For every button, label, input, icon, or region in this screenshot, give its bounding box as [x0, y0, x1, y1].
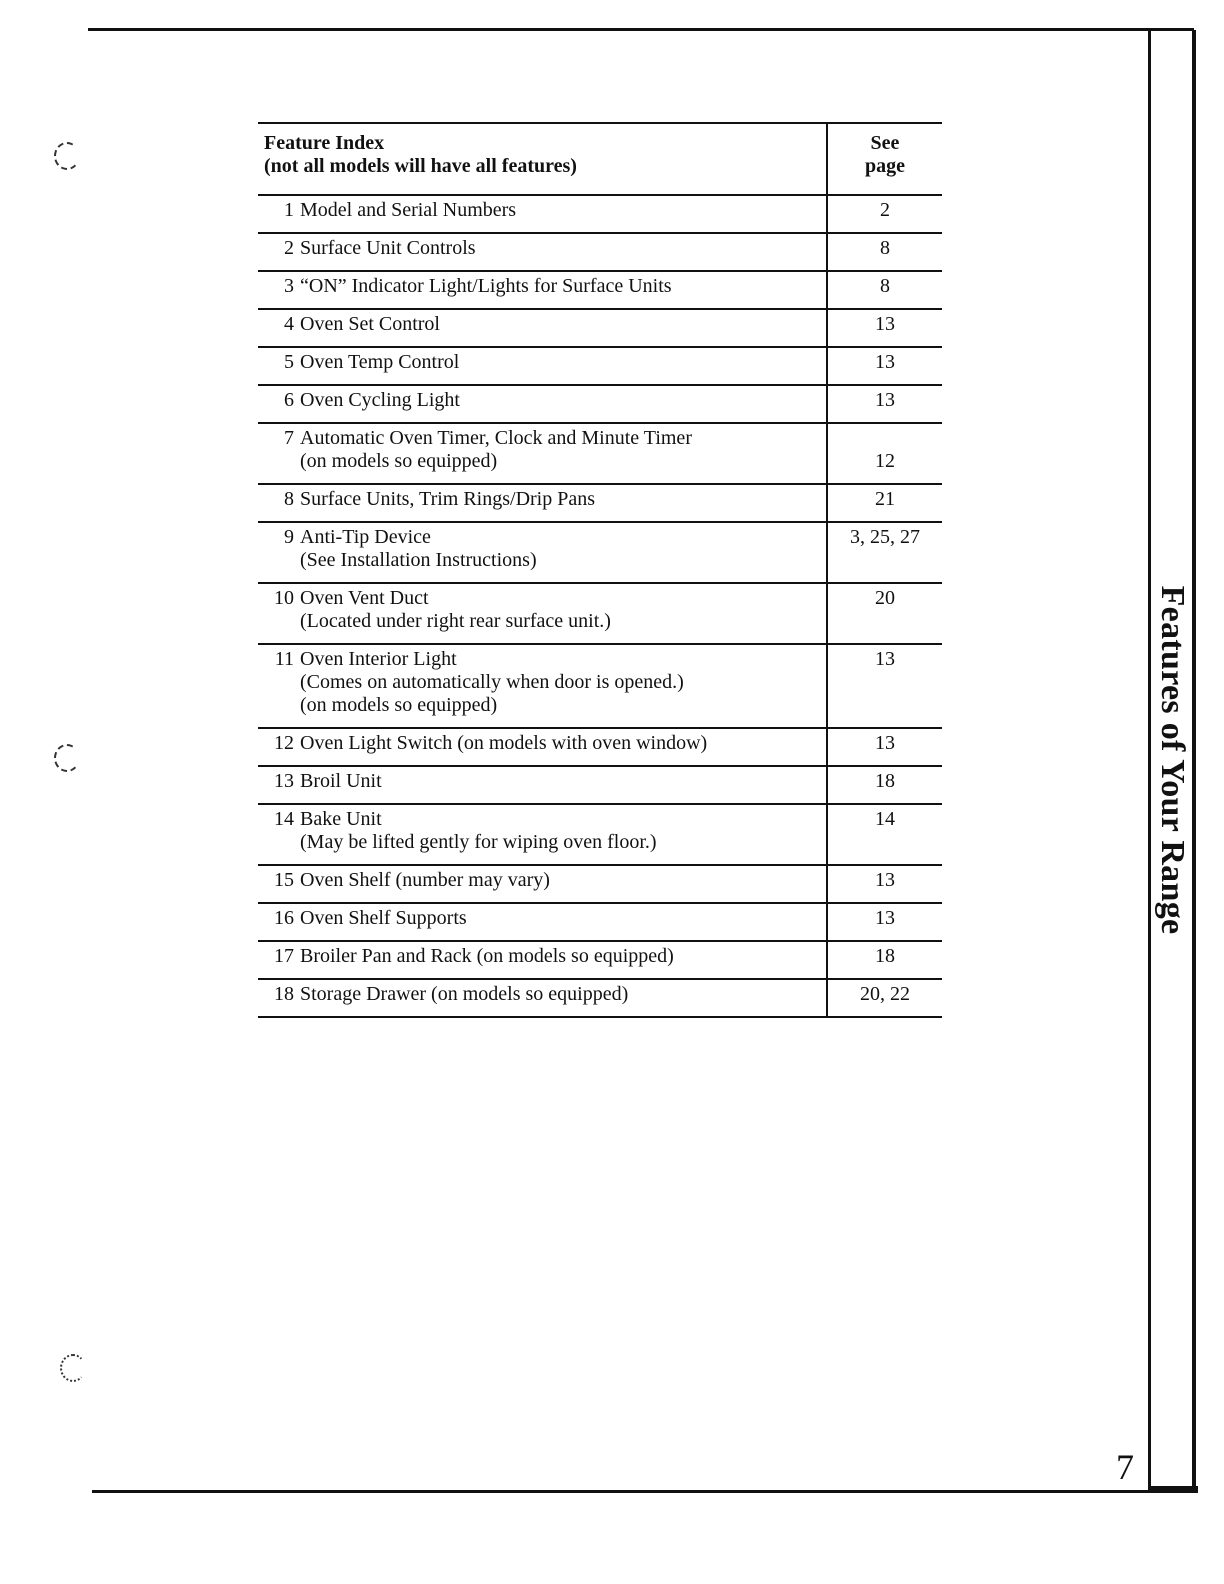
feature-description	[300, 770, 382, 793]
side-tab-title: Features of Your Range	[1154, 585, 1191, 935]
feature-cell	[258, 804, 827, 865]
feature-number: 18	[274, 983, 294, 1005]
feature-description-line: Oven Shelf (number may vary)	[300, 869, 550, 891]
feature-number: 11	[274, 648, 294, 670]
feature-description	[300, 488, 595, 511]
feature-description-line: Automatic Oven Timer, Clock and Minute Timer	[300, 427, 692, 449]
feature-cell	[258, 423, 827, 484]
feature-description	[300, 237, 476, 260]
page-label: page	[865, 155, 905, 177]
feature-cell	[258, 979, 827, 1017]
bottom-rule	[92, 1490, 1198, 1493]
top-rule	[88, 28, 1194, 31]
feature-index-table	[258, 122, 942, 1018]
feature-index-title: Feature Index	[264, 132, 385, 154]
punch-hole-mark-bottom	[60, 1354, 86, 1382]
feature-number: 6	[284, 389, 294, 411]
page-reference: 18	[827, 941, 942, 979]
feature-number: 2	[284, 237, 294, 259]
table-row	[258, 195, 942, 233]
page-reference: 13	[827, 728, 942, 766]
feature-description	[300, 732, 707, 755]
page-reference: 2	[827, 195, 942, 233]
feature-number: 12	[274, 732, 294, 754]
feature-description-line: Storage Drawer (on models so equipped)	[300, 983, 629, 1005]
table-row	[258, 644, 942, 728]
table-row	[258, 309, 942, 347]
side-tab-border-bottom	[1148, 1486, 1198, 1490]
feature-number: 15	[274, 869, 294, 891]
feature-description	[300, 808, 657, 854]
feature-description-line: Anti-Tip Device	[300, 526, 431, 548]
table-row	[258, 804, 942, 865]
feature-cell	[258, 644, 827, 728]
feature-cell	[258, 522, 827, 583]
feature-cell	[258, 309, 827, 347]
feature-cell	[258, 865, 827, 903]
feature-description-line: Surface Units, Trim Rings/Drip Pans	[300, 488, 596, 510]
feature-description-line: Oven Temp Control	[300, 351, 460, 373]
feature-cell	[258, 766, 827, 804]
feature-description-line: Broil Unit	[300, 770, 382, 792]
page-reference: 13	[827, 865, 942, 903]
page-reference: 3, 25, 27	[827, 522, 942, 583]
page-reference: 20	[827, 583, 942, 644]
feature-number: 17	[274, 945, 294, 967]
feature-description	[300, 351, 459, 374]
feature-description	[300, 648, 684, 717]
table-row	[258, 865, 942, 903]
table-row	[258, 233, 942, 271]
table-row	[258, 484, 942, 522]
page-reference: 13	[827, 385, 942, 423]
feature-number: 10	[274, 587, 294, 609]
table-row	[258, 903, 942, 941]
feature-description-line: “ON” Indicator Light/Lights for Surface Units	[300, 275, 672, 297]
punch-hole-mark-top	[54, 142, 80, 170]
feature-description-line: Oven Vent Duct	[300, 587, 429, 609]
page-reference: 13	[827, 644, 942, 728]
feature-description-line: (on models so equipped)	[300, 694, 498, 716]
feature-index-subtitle: (not all models will have all features)	[264, 155, 577, 177]
page-reference: 13	[827, 903, 942, 941]
feature-number: 16	[274, 907, 294, 929]
page-reference: 12	[827, 423, 942, 484]
feature-description	[300, 199, 516, 222]
table-row	[258, 979, 942, 1017]
feature-description	[300, 907, 467, 930]
feature-description-line: Oven Cycling Light	[300, 389, 460, 411]
page-reference: 13	[827, 309, 942, 347]
feature-cell	[258, 941, 827, 979]
punch-hole-mark-middle	[54, 744, 80, 772]
feature-description-line: Oven Shelf Supports	[300, 907, 467, 929]
feature-cell	[258, 347, 827, 385]
feature-cell	[258, 583, 827, 644]
feature-description-line: Broiler Pan and Rack (on models so equipped)	[300, 945, 674, 967]
feature-cell	[258, 385, 827, 423]
table-row	[258, 347, 942, 385]
table-header-row	[258, 123, 942, 195]
feature-description-line: Bake Unit	[300, 808, 382, 830]
feature-description-line: (May be lifted gently for wiping oven floor.)	[300, 831, 657, 853]
table-row	[258, 423, 942, 484]
feature-cell	[258, 728, 827, 766]
page-reference: 13	[827, 347, 942, 385]
feature-number: 3	[284, 275, 294, 297]
table-row	[258, 271, 942, 309]
see-page-header	[827, 123, 942, 195]
feature-number: 1	[284, 199, 294, 221]
feature-description	[300, 587, 611, 633]
feature-description-line: (Comes on automatically when door is opened.)	[300, 671, 684, 693]
feature-description	[300, 427, 692, 473]
table-row	[258, 728, 942, 766]
page-reference: 18	[827, 766, 942, 804]
feature-index-header	[258, 123, 827, 195]
feature-number: 14	[274, 808, 294, 830]
page-reference: 14	[827, 804, 942, 865]
feature-description	[300, 275, 672, 298]
side-tab-border-left	[1148, 30, 1151, 1490]
feature-description	[300, 945, 674, 968]
feature-cell	[258, 195, 827, 233]
page-number: 7	[1116, 1447, 1134, 1487]
feature-number: 13	[274, 770, 294, 792]
see-label: See	[870, 132, 900, 154]
feature-description	[300, 869, 550, 892]
feature-description	[300, 313, 440, 336]
feature-number: 7	[284, 427, 294, 449]
feature-description-line: Surface Unit Controls	[300, 237, 476, 259]
table-row	[258, 385, 942, 423]
feature-number: 5	[284, 351, 294, 373]
feature-description-line: (on models so equipped)	[300, 450, 498, 472]
feature-description-line: Oven Interior Light	[300, 648, 457, 670]
feature-description-line: Oven Set Control	[300, 313, 440, 335]
table-row	[258, 766, 942, 804]
feature-cell	[258, 233, 827, 271]
feature-description	[300, 389, 460, 412]
table-row	[258, 941, 942, 979]
feature-number: 9	[284, 526, 294, 548]
page-reference: 8	[827, 271, 942, 309]
feature-description-line: Oven Light Switch (on models with oven window)	[300, 732, 708, 754]
table-row	[258, 522, 942, 583]
feature-cell	[258, 271, 827, 309]
feature-number: 8	[284, 488, 294, 510]
page-reference: 8	[827, 233, 942, 271]
feature-description	[300, 983, 628, 1006]
feature-cell	[258, 903, 827, 941]
feature-description-line: (See Installation Instructions)	[300, 549, 537, 571]
feature-cell	[258, 484, 827, 522]
page-reference: 21	[827, 484, 942, 522]
feature-description-line: Model and Serial Numbers	[300, 199, 517, 221]
side-tab-border-right	[1192, 30, 1196, 1490]
feature-description-line: (Located under right rear surface unit.)	[300, 610, 611, 632]
feature-rows	[258, 195, 942, 1017]
page-reference: 20, 22	[827, 979, 942, 1017]
feature-description	[300, 526, 537, 572]
table-row	[258, 583, 942, 644]
feature-number: 4	[284, 313, 294, 335]
